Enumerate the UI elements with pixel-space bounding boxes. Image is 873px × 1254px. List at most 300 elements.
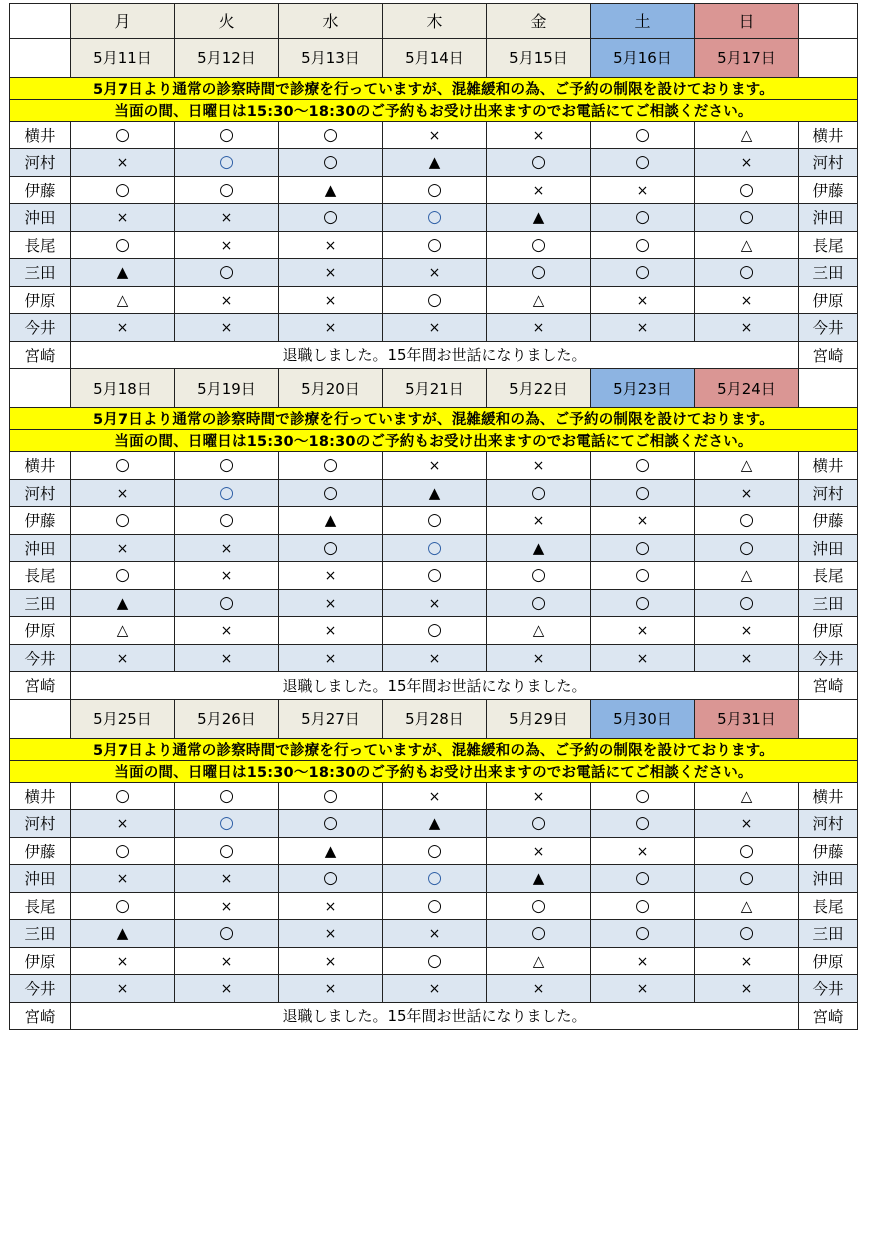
cross-mark: ×	[428, 265, 441, 282]
availability-cell	[175, 644, 279, 672]
availability-cell	[695, 507, 799, 535]
doctor-name: 宮崎	[10, 1002, 71, 1030]
weekday-header: 火	[175, 4, 279, 39]
date-cell: 5月28日	[383, 699, 487, 738]
cross-mark: ×	[220, 210, 233, 227]
date-row	[10, 699, 858, 738]
availability-cell	[487, 534, 591, 562]
availability-cell	[71, 231, 175, 259]
circle-mark: ○	[739, 537, 754, 558]
doctor-name: 伊原	[10, 947, 71, 975]
circle-mark: ○	[635, 152, 650, 173]
availability-cell	[591, 149, 695, 177]
availability-cell	[487, 975, 591, 1003]
filled-triangle-mark: ▲	[428, 483, 441, 502]
availability-cell	[591, 562, 695, 590]
notice-text: 5月7日より通常の診察時間で診療を行っていますが、混雑緩和の為、ご予約の制限を設けております。	[10, 408, 858, 430]
doctor-name: 三田	[10, 259, 71, 287]
doctor-name-right: 伊藤	[799, 176, 858, 204]
triangle-mark: △	[532, 290, 545, 309]
cross-mark: ×	[220, 320, 233, 337]
circle-mark: ○	[115, 510, 130, 531]
availability-cell	[279, 837, 383, 865]
availability-cell	[175, 920, 279, 948]
doctor-name-right: 長尾	[799, 892, 858, 920]
availability-cell	[383, 562, 487, 590]
availability-cell	[279, 617, 383, 645]
notice-row	[10, 77, 858, 99]
cross-mark: ×	[636, 513, 649, 530]
availability-cell	[279, 176, 383, 204]
availability-cell	[175, 314, 279, 342]
circle-mark: ○	[427, 289, 442, 310]
cross-mark: ×	[428, 981, 441, 998]
circle-mark: ○	[323, 813, 338, 834]
circle-mark: ○	[531, 262, 546, 283]
notice-text: 当面の間、日曜日は15:30〜18:30のご予約もお受け出来ますのでお電話にてご相談ください。	[10, 99, 858, 121]
circle-mark: ○	[427, 868, 442, 889]
cross-mark: ×	[532, 182, 545, 199]
availability-cell	[175, 286, 279, 314]
cross-mark: ×	[636, 650, 649, 667]
filled-triangle-mark: ▲	[116, 593, 129, 612]
availability-cell	[383, 837, 487, 865]
circle-mark: ○	[115, 565, 130, 586]
availability-cell	[175, 507, 279, 535]
availability-cell	[175, 589, 279, 617]
doctor-row	[10, 782, 858, 810]
availability-cell	[383, 231, 487, 259]
schedule-sheet	[9, 3, 857, 1030]
availability-cell	[591, 479, 695, 507]
doctor-row	[10, 892, 858, 920]
doctor-name-right: 長尾	[799, 231, 858, 259]
cross-mark: ×	[740, 816, 753, 833]
cross-mark: ×	[428, 320, 441, 337]
cross-mark: ×	[324, 953, 337, 970]
date-cell: 5月19日	[175, 369, 279, 408]
cross-mark: ×	[116, 155, 129, 172]
availability-cell	[591, 865, 695, 893]
cross-mark: ×	[220, 237, 233, 254]
circle-mark: ○	[323, 207, 338, 228]
availability-cell	[383, 204, 487, 232]
doctor-name-right: 三田	[799, 259, 858, 287]
cross-mark: ×	[220, 953, 233, 970]
cross-mark: ×	[220, 898, 233, 915]
cross-mark: ×	[532, 788, 545, 805]
circle-mark: ○	[323, 868, 338, 889]
availability-cell	[487, 314, 591, 342]
triangle-mark: △	[740, 896, 753, 915]
availability-cell	[487, 231, 591, 259]
availability-cell	[487, 204, 591, 232]
notice-row	[10, 738, 858, 760]
availability-cell	[383, 314, 487, 342]
cross-mark: ×	[220, 981, 233, 998]
date-row-blank-right	[799, 38, 858, 77]
availability-cell	[279, 947, 383, 975]
circle-mark: ○	[739, 840, 754, 861]
cross-mark: ×	[324, 926, 337, 943]
doctor-row	[10, 149, 858, 177]
doctor-name: 沖田	[10, 534, 71, 562]
availability-cell	[71, 534, 175, 562]
header-corner-right	[799, 4, 858, 39]
cross-mark: ×	[428, 595, 441, 612]
circle-mark: ○	[427, 620, 442, 641]
availability-cell	[279, 286, 383, 314]
circle-mark: ○	[219, 923, 234, 944]
date-cell: 5月13日	[279, 38, 383, 77]
cross-mark: ×	[116, 540, 129, 557]
availability-cell	[175, 534, 279, 562]
availability-cell	[695, 231, 799, 259]
doctor-name-right: 横井	[799, 452, 858, 480]
weekday-header: 土	[591, 4, 695, 39]
cross-mark: ×	[428, 458, 441, 475]
circle-mark: ○	[115, 895, 130, 916]
weekday-header: 金	[487, 4, 591, 39]
circle-mark: ○	[323, 124, 338, 145]
doctor-row	[10, 204, 858, 232]
circle-mark: ○	[635, 207, 650, 228]
availability-cell	[279, 149, 383, 177]
doctor-row	[10, 947, 858, 975]
doctor-name-right: 伊原	[799, 617, 858, 645]
circle-mark: ○	[323, 482, 338, 503]
availability-cell	[591, 507, 695, 535]
availability-cell	[175, 865, 279, 893]
availability-cell	[591, 204, 695, 232]
doctor-name: 沖田	[10, 865, 71, 893]
availability-cell	[71, 837, 175, 865]
availability-cell	[175, 782, 279, 810]
triangle-mark: △	[116, 621, 129, 640]
cross-mark: ×	[324, 898, 337, 915]
date-cell: 5月11日	[71, 38, 175, 77]
doctor-row	[10, 562, 858, 590]
cross-mark: ×	[116, 981, 129, 998]
availability-cell	[71, 286, 175, 314]
filled-triangle-mark: ▲	[324, 511, 337, 530]
availability-cell	[695, 892, 799, 920]
circle-mark: ○	[531, 895, 546, 916]
schedule-table	[9, 3, 858, 1030]
date-cell: 5月22日	[487, 369, 591, 408]
availability-cell	[175, 562, 279, 590]
cross-mark: ×	[324, 623, 337, 640]
date-row-blank	[10, 699, 71, 738]
retired-message: 退職しました。15年間お世話になりました。	[71, 1002, 799, 1030]
circle-mark: ○	[739, 868, 754, 889]
doctor-name-right: 横井	[799, 782, 858, 810]
doctor-name: 宮崎	[10, 672, 71, 700]
availability-cell	[279, 534, 383, 562]
circle-mark: ○	[531, 152, 546, 173]
availability-cell	[71, 975, 175, 1003]
availability-cell	[71, 562, 175, 590]
cross-mark: ×	[324, 981, 337, 998]
circle-mark: ○	[115, 785, 130, 806]
availability-cell	[695, 149, 799, 177]
cross-mark: ×	[220, 568, 233, 585]
circle-mark: ○	[739, 207, 754, 228]
doctor-row	[10, 176, 858, 204]
date-cell: 5月30日	[591, 699, 695, 738]
availability-cell	[591, 947, 695, 975]
circle-mark: ○	[635, 592, 650, 613]
circle-mark: ○	[739, 262, 754, 283]
availability-cell	[383, 810, 487, 838]
cross-mark: ×	[532, 981, 545, 998]
availability-cell	[591, 617, 695, 645]
filled-triangle-mark: ▲	[116, 924, 129, 943]
notice-row	[10, 99, 858, 121]
triangle-mark: △	[532, 621, 545, 640]
circle-mark: ○	[323, 152, 338, 173]
availability-cell	[695, 644, 799, 672]
doctor-row	[10, 341, 858, 369]
cross-mark: ×	[636, 320, 649, 337]
circle-mark: ○	[427, 179, 442, 200]
doctor-name-right: 三田	[799, 589, 858, 617]
filled-triangle-mark: ▲	[324, 841, 337, 860]
date-cell: 5月20日	[279, 369, 383, 408]
circle-mark: ○	[635, 785, 650, 806]
availability-cell	[71, 149, 175, 177]
circle-mark: ○	[219, 840, 234, 861]
availability-cell	[383, 782, 487, 810]
doctor-name-right: 横井	[799, 121, 858, 149]
availability-cell	[71, 865, 175, 893]
availability-cell	[279, 121, 383, 149]
doctor-name: 横井	[10, 121, 71, 149]
cross-mark: ×	[532, 320, 545, 337]
doctor-row	[10, 810, 858, 838]
date-cell: 5月31日	[695, 699, 799, 738]
date-cell: 5月27日	[279, 699, 383, 738]
availability-cell	[383, 617, 487, 645]
availability-cell	[695, 176, 799, 204]
cross-mark: ×	[636, 623, 649, 640]
doctor-name-right: 今井	[799, 644, 858, 672]
circle-mark: ○	[635, 482, 650, 503]
circle-mark: ○	[427, 840, 442, 861]
availability-cell	[383, 176, 487, 204]
availability-cell	[175, 149, 279, 177]
availability-cell	[487, 452, 591, 480]
doctor-row	[10, 507, 858, 535]
cross-mark: ×	[116, 953, 129, 970]
availability-cell	[487, 507, 591, 535]
cross-mark: ×	[532, 513, 545, 530]
availability-cell	[175, 204, 279, 232]
cross-mark: ×	[116, 320, 129, 337]
doctor-name-right: 伊藤	[799, 507, 858, 535]
weekday-header: 木	[383, 4, 487, 39]
doctor-row	[10, 837, 858, 865]
availability-cell	[695, 920, 799, 948]
date-cell: 5月17日	[695, 38, 799, 77]
doctor-row	[10, 259, 858, 287]
circle-mark: ○	[531, 234, 546, 255]
header-corner	[10, 4, 71, 39]
cross-mark: ×	[532, 843, 545, 860]
circle-mark: ○	[739, 923, 754, 944]
availability-cell	[175, 452, 279, 480]
circle-mark: ○	[635, 124, 650, 145]
availability-cell	[175, 617, 279, 645]
availability-cell	[383, 479, 487, 507]
circle-mark: ○	[635, 565, 650, 586]
filled-triangle-mark: ▲	[532, 538, 545, 557]
availability-cell	[591, 975, 695, 1003]
notice-text: 当面の間、日曜日は15:30〜18:30のご予約もお受け出来ますのでお電話にてご相談ください。	[10, 430, 858, 452]
availability-cell	[383, 920, 487, 948]
triangle-mark: △	[116, 290, 129, 309]
date-cell: 5月23日	[591, 369, 695, 408]
triangle-mark: △	[740, 125, 753, 144]
cross-mark: ×	[532, 650, 545, 667]
circle-mark: ○	[635, 455, 650, 476]
availability-cell	[591, 259, 695, 287]
doctor-name-right: 河村	[799, 810, 858, 838]
date-row-blank	[10, 38, 71, 77]
availability-cell	[487, 562, 591, 590]
doctor-name-right: 宮崎	[799, 341, 858, 369]
doctor-name: 伊原	[10, 617, 71, 645]
doctor-row	[10, 672, 858, 700]
date-cell: 5月16日	[591, 38, 695, 77]
doctor-name: 横井	[10, 452, 71, 480]
availability-cell	[279, 479, 383, 507]
availability-cell	[487, 121, 591, 149]
availability-cell	[591, 810, 695, 838]
availability-cell	[175, 479, 279, 507]
circle-mark: ○	[115, 840, 130, 861]
availability-cell	[695, 837, 799, 865]
doctor-name-right: 河村	[799, 149, 858, 177]
circle-mark: ○	[739, 510, 754, 531]
availability-cell	[175, 231, 279, 259]
cross-mark: ×	[324, 595, 337, 612]
availability-cell	[487, 259, 591, 287]
cross-mark: ×	[324, 265, 337, 282]
doctor-name-right: 沖田	[799, 865, 858, 893]
cross-mark: ×	[532, 127, 545, 144]
availability-cell	[695, 975, 799, 1003]
circle-mark: ○	[531, 565, 546, 586]
availability-cell	[487, 920, 591, 948]
doctor-name-right: 沖田	[799, 204, 858, 232]
circle-mark: ○	[219, 124, 234, 145]
doctor-name: 長尾	[10, 892, 71, 920]
circle-mark: ○	[635, 813, 650, 834]
date-cell: 5月14日	[383, 38, 487, 77]
circle-mark: ○	[115, 124, 130, 145]
cross-mark: ×	[116, 871, 129, 888]
doctor-name: 河村	[10, 479, 71, 507]
availability-cell	[383, 286, 487, 314]
filled-triangle-mark: ▲	[428, 153, 441, 172]
doctor-row	[10, 1002, 858, 1030]
availability-cell	[591, 286, 695, 314]
doctor-name-right: 今井	[799, 314, 858, 342]
doctor-row	[10, 121, 858, 149]
availability-cell	[695, 782, 799, 810]
availability-cell	[71, 204, 175, 232]
availability-cell	[487, 176, 591, 204]
cross-mark: ×	[324, 320, 337, 337]
circle-mark: ○	[635, 234, 650, 255]
cross-mark: ×	[220, 871, 233, 888]
doctor-name: 長尾	[10, 562, 71, 590]
cross-mark: ×	[116, 485, 129, 502]
cross-mark: ×	[636, 953, 649, 970]
notice-text: 当面の間、日曜日は15:30〜18:30のご予約もお受け出来ますのでお電話にてご相談ください。	[10, 760, 858, 782]
doctor-row	[10, 617, 858, 645]
retired-message: 退職しました。15年間お世話になりました。	[71, 672, 799, 700]
triangle-mark: △	[740, 566, 753, 585]
availability-cell	[591, 589, 695, 617]
availability-cell	[383, 507, 487, 535]
availability-cell	[279, 589, 383, 617]
circle-mark: ○	[219, 482, 234, 503]
filled-triangle-mark: ▲	[532, 208, 545, 227]
availability-cell	[279, 562, 383, 590]
availability-cell	[71, 259, 175, 287]
triangle-mark: △	[740, 456, 753, 475]
availability-cell	[383, 589, 487, 617]
availability-cell	[591, 782, 695, 810]
availability-cell	[71, 121, 175, 149]
filled-triangle-mark: ▲	[116, 263, 129, 282]
availability-cell	[175, 810, 279, 838]
notice-text: 5月7日より通常の診察時間で診療を行っていますが、混雑緩和の為、ご予約の制限を設けております。	[10, 77, 858, 99]
availability-cell	[175, 121, 279, 149]
cross-mark: ×	[740, 981, 753, 998]
availability-cell	[71, 920, 175, 948]
cross-mark: ×	[428, 127, 441, 144]
doctor-row	[10, 865, 858, 893]
circle-mark: ○	[219, 455, 234, 476]
availability-cell	[279, 507, 383, 535]
availability-cell	[695, 865, 799, 893]
doctor-name: 宮崎	[10, 341, 71, 369]
filled-triangle-mark: ▲	[428, 814, 441, 833]
availability-cell	[695, 452, 799, 480]
doctor-name: 横井	[10, 782, 71, 810]
circle-mark: ○	[427, 950, 442, 971]
availability-cell	[487, 479, 591, 507]
availability-cell	[695, 810, 799, 838]
availability-cell	[591, 314, 695, 342]
availability-cell	[591, 534, 695, 562]
doctor-name: 伊藤	[10, 837, 71, 865]
cross-mark: ×	[428, 926, 441, 943]
cross-mark: ×	[740, 485, 753, 502]
filled-triangle-mark: ▲	[532, 869, 545, 888]
cross-mark: ×	[532, 458, 545, 475]
availability-cell	[71, 892, 175, 920]
availability-cell	[279, 204, 383, 232]
availability-cell	[383, 452, 487, 480]
doctor-row	[10, 534, 858, 562]
doctor-name-right: 伊原	[799, 947, 858, 975]
cross-mark: ×	[636, 292, 649, 309]
date-cell: 5月18日	[71, 369, 175, 408]
